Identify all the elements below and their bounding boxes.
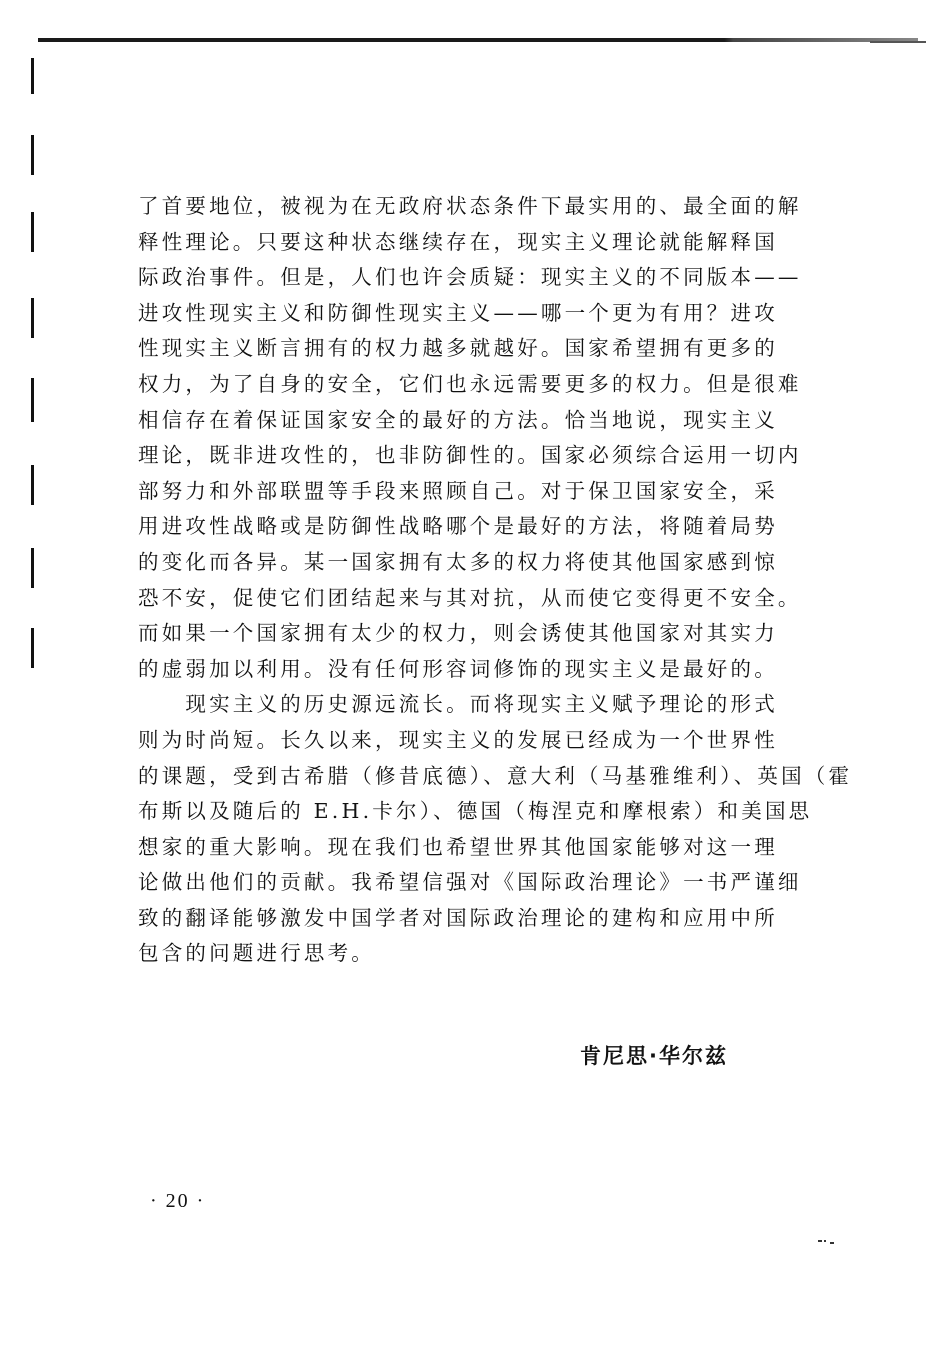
- author-signature: 肯尼思·华尔兹: [580, 1044, 728, 1068]
- text-line: 的虚弱加以利用。没有任何形容词修饰的现实主义是最好的。: [138, 656, 778, 681]
- scan-edge-mark: [31, 212, 34, 252]
- text-line: 论做出他们的贡献。我希望信强对《国际政治理论》一书严谨细: [138, 870, 802, 895]
- text-line: 致的翻译能够激发中国学者对国际政治理论的建构和应用中所: [138, 905, 778, 930]
- text-line: 的变化而各异。某一国家拥有太多的权力将使其他国家感到惊: [138, 549, 778, 574]
- text-line: 现实主义的历史源远流长。而将现实主义赋予理论的形式: [138, 692, 778, 717]
- text-line: 部努力和外部联盟等手段来照顾自己。对于保卫国家安全，采: [138, 478, 778, 503]
- scan-edge-mark: [31, 298, 34, 338]
- header-rule: [38, 38, 918, 42]
- text-line: 进攻性现实主义和防御性现实主义——哪一个更为有用？进攻: [138, 300, 778, 325]
- scan-edge-mark: [31, 135, 34, 175]
- text-line: 恐不安，促使它们团结起来与其对抗，从而使它变得更不安全。: [138, 585, 802, 610]
- text-line: 包含的问题进行思考。: [138, 941, 375, 966]
- text-line: 的课题，受到古希腊（修昔底德）、意大利（马基雅维利）、英国（霍: [138, 763, 853, 788]
- text-line: 而如果一个国家拥有太少的权力，则会诱使其他国家对其实力: [138, 621, 778, 646]
- scan-edge-mark: [31, 58, 34, 94]
- text-line: 则为时尚短。长久以来，现实主义的发展已经成为一个世界性: [138, 727, 778, 752]
- scan-specks: [818, 1240, 836, 1244]
- body-text: [138, 189, 853, 972]
- text-line: 权力，为了自身的安全，它们也永远需要更多的权力。但是很难: [138, 371, 802, 396]
- page-number: · 20 ·: [150, 1190, 206, 1212]
- text-line: 相信存在着保证国家安全的最好的方法。恰当地说，现实主义: [138, 407, 778, 432]
- text-line: 理论，既非进攻性的，也非防御性的。国家必须综合运用一切内: [138, 443, 802, 468]
- scan-edge-mark: [31, 465, 34, 505]
- text-line: 释性理论。只要这种状态继续存在，现实主义理论就能解释国: [138, 229, 778, 254]
- text-line: 性现实主义断言拥有的权力越多就越好。国家希望拥有更多的: [138, 336, 778, 361]
- paragraph-2: [138, 687, 853, 972]
- scan-edge-mark: [31, 628, 34, 668]
- header-rule-extension: [870, 41, 926, 43]
- text-line: 想家的重大影响。现在我们也希望世界其他国家能够对这一理: [138, 834, 778, 859]
- text-line: 了首要地位，被视为在无政府状态条件下最实用的、最全面的解: [138, 194, 802, 218]
- paragraph-1: [138, 189, 818, 687]
- text-line: 布斯以及随后的 E.H.卡尔）、德国（梅涅克和摩根索）和美国思: [138, 799, 813, 824]
- scan-edge-mark: [31, 378, 34, 422]
- text-line: 用进攻性战略或是防御性战略哪个是最好的方法，将随着局势: [138, 514, 778, 539]
- text-line: 际政治事件。但是，人们也许会质疑：现实主义的不同版本——: [138, 265, 802, 290]
- scan-edge-mark: [31, 548, 34, 588]
